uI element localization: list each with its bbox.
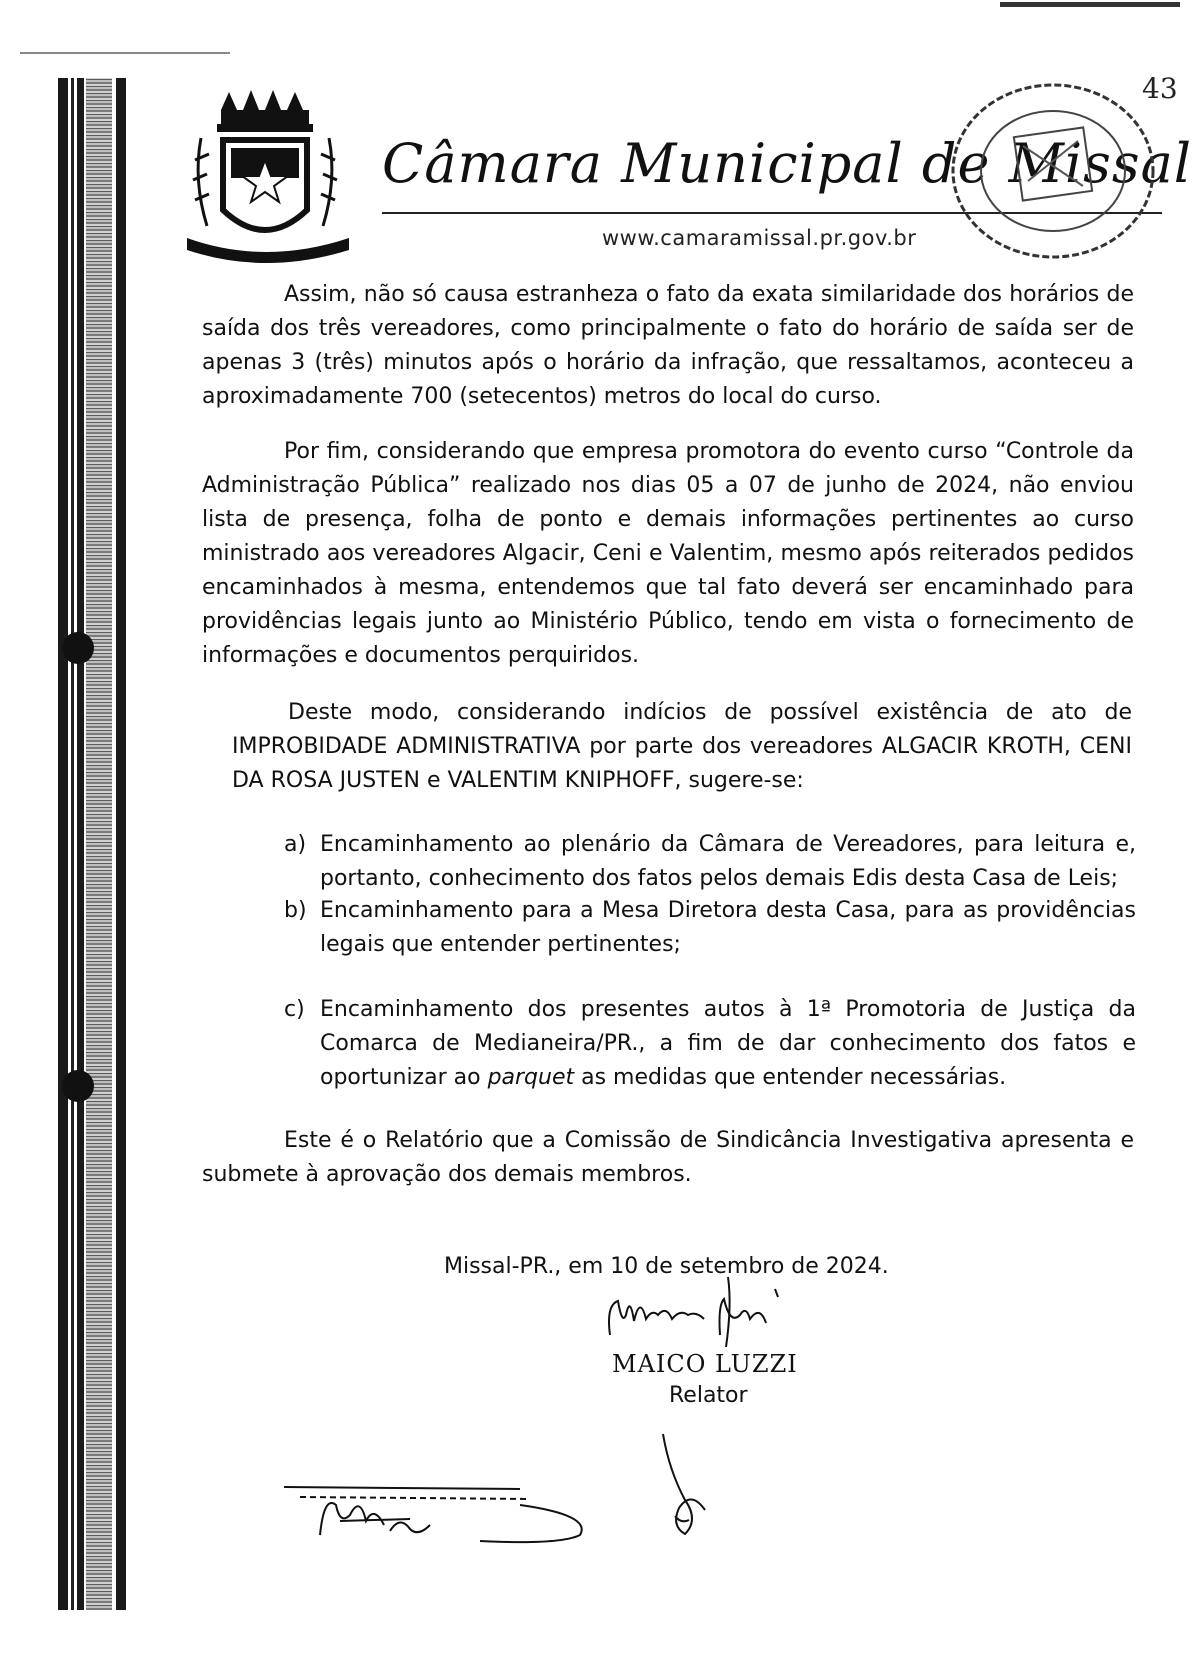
list-item [284,993,1136,1095]
list-marker: c) [284,997,305,1022]
binder-hole [62,632,94,664]
coat-of-arms-icon [173,90,363,265]
signature-member [280,1475,600,1555]
scan-artifact [1000,2,1180,7]
scan-artifact [20,52,230,54]
paragraph: Deste modo, considerando indícios de possível existência de ato de IMPROBIDADE ADMINISTRATIVA por parte dos vereadores ALGACIR KROTH, CENI DA ROSA JUSTEN e VALENTIM KNIPHOFF, sugere-se: [232,700,1132,793]
list-item-text: as medidas que entender necessárias. [574,1065,1007,1090]
list-item-text: Encaminhamento para a Mesa Diretora desta Casa, para as providências legais que entender pertinentes; [320,898,1136,957]
list-item-italic: parquet [487,1065,575,1090]
signature-initials [655,1430,715,1540]
date-line: Missal-PR., em 10 de setembro de 2024. [444,1254,889,1279]
list-marker: a) [284,832,307,857]
paragraph: Assim, não só causa estranheza o fato da exata similaridade dos horários de saída dos três vereadores, como principalmente o fato do horário de saída ser de apenas 3 (três) minutos após o horário da infração, que ressaltamos, aconteceu a aproximadamente 700 (setecentos) metros do local do curso. [202,282,1134,409]
list-item [284,828,1136,896]
list-item-text: Encaminhamento ao plenário da Câmara de Vereadores, para leitura e, portanto, conhecimento dos fatos pelos demais Edis desta Casa de Leis; [320,832,1136,891]
paragraph: Por fim, considerando que empresa promotora do evento curso “Controle da Administração Pública” realizado nos dias 05 a 07 de junho de 2024, não enviou lista de presença, folha de ponto e demais informações pertinentes ao curso ministrado aos vereadores Algacir, Ceni e Valentim, mesmo após reiterados pedidos encaminhados à mesma, entendemos que tal fato deverá ser encaminhado para providências legais junto ao Ministério Público, tendo em vista o fornecimento de informações e documentos perquiridos. [202,439,1134,668]
binder-hole [62,1070,94,1102]
seal-stamp-icon [948,76,1170,266]
list-marker: b) [284,898,307,923]
signature-relator [600,1275,810,1355]
signer-role: Relator [669,1383,748,1408]
list-item-text: Encaminhamento dos presentes autos à 1ª Promotoria de Justiça da Comarca de Medianeira/PR., a fim de dar conhecimento dos fatos e oportunizar ao [320,997,1136,1090]
header-title: Câmara Municipal de Missal [382,132,1193,195]
left-border-strip [58,78,128,1610]
header-website: www.camaramissal.pr.gov.br [602,226,917,250]
signer-name: MAICO LUZZI [612,1350,798,1378]
page-number: 43 [1142,72,1178,105]
list-item [284,894,1136,962]
paragraph: Este é o Relatório que a Comissão de Sindicância Investigativa apresenta e submete à aprovação dos demais membros. [202,1128,1134,1187]
